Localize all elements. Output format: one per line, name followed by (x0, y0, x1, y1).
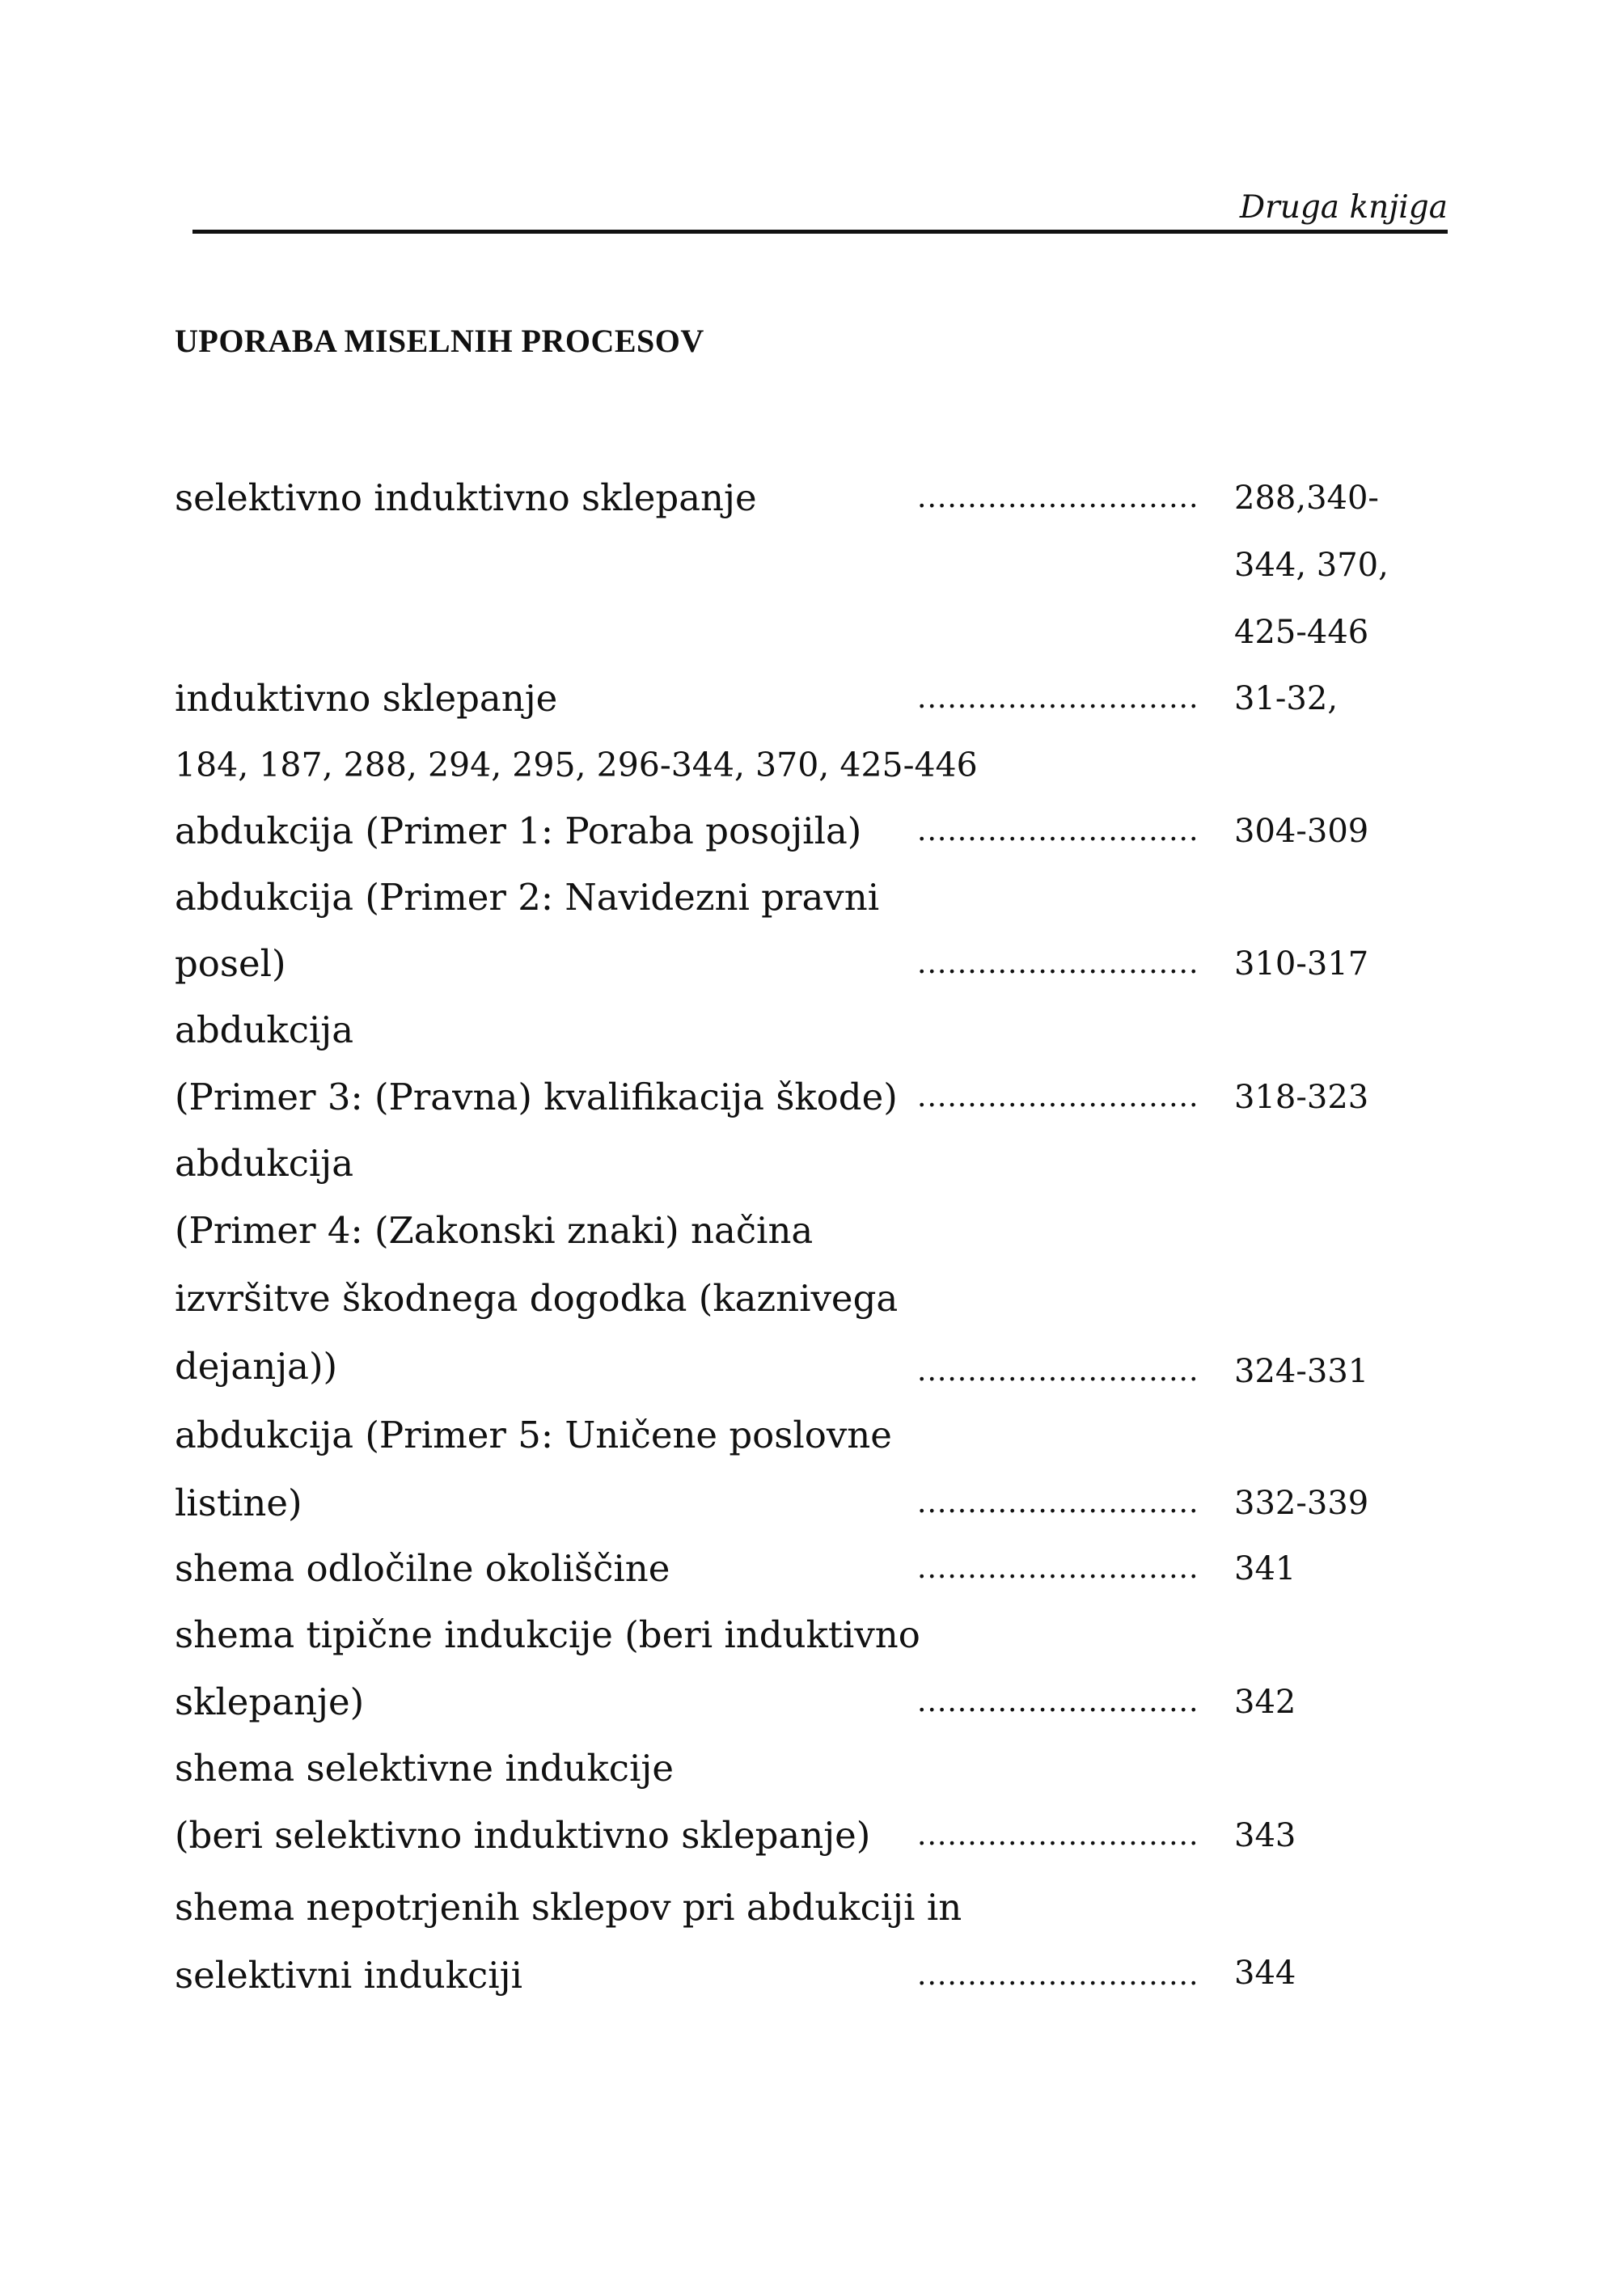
entry-text-line: listine) (175, 1482, 302, 1524)
entry-page-ref: 332-339 (1234, 1485, 1369, 1522)
entry-page-ref: 344 (1234, 1955, 1296, 1992)
entry-leader-dots: ............................ (917, 947, 1199, 980)
entry-text-line: abdukcija (Primer 5: Uničene poslovne (175, 1414, 892, 1456)
entry-page-ref: 288,340- (1234, 480, 1379, 517)
entry-text-line: abdukcija (Primer 2: Navidezni pravni (175, 876, 880, 919)
entry-page-ref: 310-317 (1234, 945, 1369, 983)
entry-text-line: sklepanje) (175, 1680, 365, 1723)
entry-page-ref: 342 (1234, 1684, 1296, 1721)
entry-text-line: abdukcija (175, 1142, 354, 1185)
entry-leader-dots: ............................ (917, 1080, 1199, 1114)
entry-leader-dots: ............................ (917, 1355, 1199, 1388)
entry-text-line: izvršitve škodnega dogodka (kaznivega (175, 1277, 899, 1320)
entry-text-line: (beri selektivno induktivno sklepanje) (175, 1814, 871, 1857)
entry-text-line: shema odločilne okoliščine (175, 1547, 670, 1590)
entry-page-ref: 343 (1234, 1817, 1296, 1854)
entry-text-line: abdukcija (Primer 1: Poraba posojila) (175, 809, 862, 852)
running-header: Druga knjiga (1239, 189, 1448, 226)
entry-text-line: induktivno sklepanje (175, 677, 558, 720)
entry-text-line: shema tipične indukcije (beri induktivno (175, 1613, 920, 1656)
entry-text-line: selektivni indukciji (175, 1954, 522, 1997)
entry-page-ref: 344, 370, (1234, 547, 1389, 584)
entry-page-ref: 318-323 (1234, 1079, 1369, 1116)
entry-page-ref: 324-331 (1234, 1353, 1369, 1390)
entry-text-line: abdukcija (175, 1008, 354, 1051)
entry-text-line: shema selektivne indukcije (175, 1747, 674, 1790)
entry-text-line: (Primer 3: (Pravna) kvalifikacija škode) (175, 1076, 898, 1118)
entry-leader-dots: ............................ (917, 1959, 1199, 1992)
entry-page-ref: 341 (1234, 1550, 1296, 1587)
entry-leader-dots: ............................ (917, 1685, 1199, 1718)
entry-text-line: posel) (175, 942, 286, 985)
entry-page-ref: 304-309 (1234, 813, 1369, 850)
entry-leader-dots: ............................ (917, 1486, 1199, 1520)
section-title: UPORABA MISELNIH PROCESOV (175, 323, 704, 359)
entry-text-line: selektivno induktivno sklepanje (175, 476, 757, 519)
entry-leader-dots: ............................ (917, 814, 1199, 848)
entry-text-line: 184, 187, 288, 294, 295, 296-344, 370, 425-446 (175, 746, 978, 784)
entry-page-ref: 425-446 (1234, 614, 1369, 651)
entry-text-line: dejanja)) (175, 1345, 338, 1388)
entry-page-ref: 31-32, (1234, 680, 1339, 717)
entry-text-line: (Primer 4: (Zakonski znaki) načina (175, 1209, 814, 1252)
entry-leader-dots: ............................ (917, 1552, 1199, 1585)
header-rule (192, 230, 1448, 234)
entry-leader-dots: ............................ (917, 1819, 1199, 1852)
entry-text-line: shema nepotrjenih sklepov pri abdukciji in (175, 1886, 962, 1929)
entry-leader-dots: ............................ (917, 481, 1199, 514)
entry-leader-dots: ............................ (917, 682, 1199, 715)
